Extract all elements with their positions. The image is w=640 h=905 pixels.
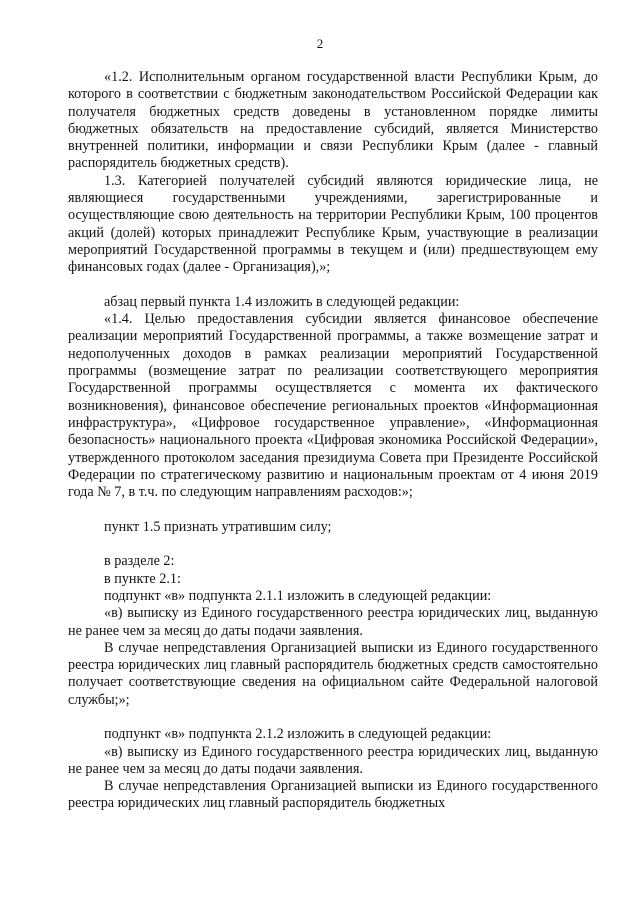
page-number: 2 bbox=[316, 36, 324, 51]
instruction-1-5: пункт 1.5 признать утратившим силу; bbox=[104, 518, 332, 535]
subpoint-2-1-1-v: «в) выписку из Единого государственного реестра юридических лиц, выданную не ранее чем за месяц до даты подачи заявления. bbox=[68, 605, 598, 639]
document-body bbox=[68, 69, 598, 813]
instruction-2-1-1: подпункт «в» подпункта 2.1.1 изложить в следующей редакции: bbox=[104, 587, 492, 604]
instruction-2-1-2: подпункт «в» подпункта 2.1.2 изложить в следующей редакции: bbox=[104, 726, 492, 743]
instruction-1-4: абзац первый пункта 1.4 изложить в следующей редакции: bbox=[104, 293, 460, 310]
paragraph-2-1-2-case: В случае непредставления Организацией выписки из Единого государственного реестра юридических лиц главный распорядитель бюджетных bbox=[68, 778, 598, 812]
section-2-heading: в разделе 2: bbox=[104, 553, 175, 570]
point-2-1-heading: в пункте 2.1: bbox=[104, 570, 181, 587]
paragraph-1-2: «1.2. Исполнительным органом государственной власти Республики Крым, до которого в соответствии с бюджетным законодательством Российской Федерации как получателя бюджетных средств доведены в установленном порядке лимиты бюджетных обязательств на предоставление субсидий, является Министерство внутренней политики, информации и связи Республики Крым (далее - главный распорядитель бюджетных средств). bbox=[68, 69, 598, 172]
paragraph-1-3: 1.3. Категорией получателей субсидий являются юридические лица, не являющиеся государственными учреждениями, зарегистрированные и осуществляющие свою деятельность на территории Республики Крым, 100 процентов акций (долей) которых принадлежит Республике Крым, участвующие в реализации мероприятий Государственной программы в текущем и (или) предшествующем ему финансовых годах (далее - Организация),»; bbox=[68, 172, 598, 276]
paragraph-1-4: «1.4. Целью предоставления субсидии является финансовое обеспечение реализации мероприятий Государственной программы, а также возмещение затрат и недополученных доходов в рамках реализации мероприятий Государственной программы (возмещение затрат по реализации соответствующего мероприятия Государственной программы осуществляется с момента их фактического возникновения), финансовое обеспечение региональных проектов «Информационная инфраструктура», «Цифровое государственное управление», «Информационная безопасность» национального проекта «Цифровая экономика Российской Федерации», утвержденного протоколом заседания президиума Совета при Президенте Российской Федерации по стратегическому развитию и национальным проектам от 4 июня 2019 года № 7, в т.ч. по следующим направлениям расходов:»; bbox=[68, 311, 598, 501]
paragraph-2-1-1-case: В случае непредставления Организацией выписки из Единого государственного реестра юридических лиц главный распорядитель бюджетных средств самостоятельно получает соответствующие сведения на официальном сайте Федеральной налоговой службы;»; bbox=[68, 639, 598, 708]
subpoint-2-1-2-v: «в) выписку из Единого государственного реестра юридических лиц, выданную не ранее чем за месяц до даты подачи заявления. bbox=[68, 743, 598, 777]
